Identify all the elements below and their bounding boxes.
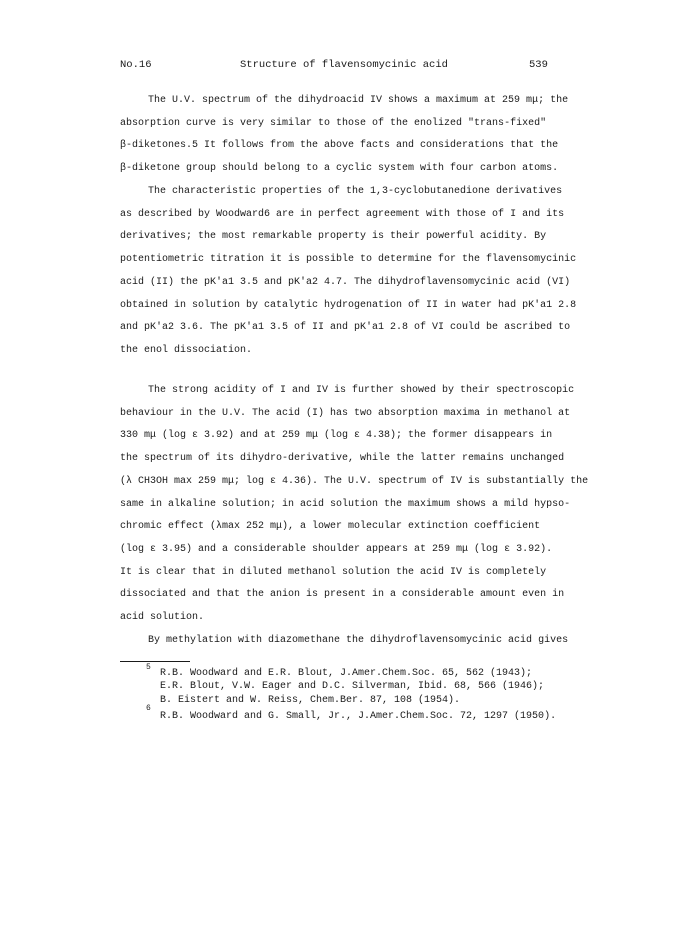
text-line: β-diketone group should belong to a cyclic system with four carbon atoms. bbox=[120, 163, 559, 175]
journal-number: No.16 bbox=[120, 59, 152, 71]
text-line: the enol dissociation. bbox=[120, 344, 253, 356]
text-line: the spectrum of its dihydro-derivative, while the latter remains unchanged bbox=[120, 453, 565, 465]
footnote-separator bbox=[120, 661, 190, 662]
text-line: dissociated and that the anion is present in a considerable amount even in bbox=[120, 589, 565, 601]
text-line: (log ε 3.95) and a considerable shoulder appears at 259 mμ (log ε 3.92). bbox=[120, 543, 553, 555]
page-number: 539 bbox=[529, 59, 548, 71]
text-line: β-diketones.5 It follows from the above facts and considerations that the bbox=[120, 140, 559, 152]
paragraph-4 bbox=[120, 630, 569, 653]
text-line: derivatives; the most remarkable property is their powerful acidity. By bbox=[120, 231, 547, 243]
text-line: (λ CH3OH max 259 mμ; log ε 4.36). The U.V. spectrum of IV is substantially the bbox=[120, 475, 589, 487]
footnote-line: E.R. Blout, V.W. Eager and D.C. Silverman, Ibid. 68, 566 (1946); bbox=[160, 681, 545, 693]
text-line: By methylation with diazomethane the dihydroflavensomycinic acid gives bbox=[148, 635, 569, 646]
text-line: acid (II) the pK'a1 3.5 and pK'a2 4.7. The dihydroflavensomycinic acid (VI) bbox=[120, 276, 571, 288]
text-line: The strong acidity of I and IV is further showed by their spectroscopic bbox=[148, 385, 575, 396]
text-line: behaviour in the U.V. The acid (I) has two absorption maxima in methanol at bbox=[120, 407, 571, 419]
footnote-mark-6: 6 bbox=[146, 704, 151, 713]
footnote-mark-5: 5 bbox=[146, 663, 151, 672]
footnote-line: B. Eistert and W. Reiss, Chem.Ber. 87, 108 (1954). bbox=[160, 694, 461, 706]
text-line: same in alkaline solution; in acid solution the maximum shows a mild hypso- bbox=[120, 498, 571, 510]
paragraph-2 bbox=[120, 181, 577, 363]
paragraph-1 bbox=[120, 90, 569, 181]
footnote-5 bbox=[160, 667, 544, 707]
paragraph-3 bbox=[120, 380, 589, 630]
text-line: potentiometric titration it is possible to determine for the flavensomycinic bbox=[120, 254, 577, 266]
footnote-6 bbox=[160, 710, 556, 723]
footnote-line: R.B. Woodward and E.R. Blout, J.Amer.Chem.Soc. 65, 562 (1943); bbox=[160, 668, 533, 679]
running-title: Structure of flavensomycinic acid bbox=[240, 59, 448, 71]
text-line: and pK'a2 3.6. The pK'a1 3.5 of II and pK'a1 2.8 of VI could be ascribed to bbox=[120, 322, 571, 334]
footnote-line: R.B. Woodward and G. Small, Jr., J.Amer.Chem.Soc. 72, 1297 (1950). bbox=[160, 711, 557, 722]
text-line: obtained in solution by catalytic hydrogenation of II in water had pK'a1 2.8 bbox=[120, 299, 577, 311]
text-line: absorption curve is very similar to those of the enolized "trans-fixed" bbox=[120, 117, 547, 129]
text-line: The U.V. spectrum of the dihydroacid IV shows a maximum at 259 mμ; the bbox=[148, 95, 569, 106]
text-line: as described by Woodward6 are in perfect agreement with those of I and its bbox=[120, 208, 565, 220]
text-line: It is clear that in diluted methanol solution the acid IV is completely bbox=[120, 566, 547, 578]
text-line: acid solution. bbox=[120, 612, 205, 624]
text-line: 330 mμ (log ε 3.92) and at 259 mμ (log ε 4.38); the former disappears in bbox=[120, 430, 553, 442]
text-line: chromic effect (λmax 252 mμ), a lower molecular extinction coefficient bbox=[120, 521, 541, 533]
text-line: The characteristic properties of the 1,3-cyclobutanedione derivatives bbox=[148, 186, 563, 197]
